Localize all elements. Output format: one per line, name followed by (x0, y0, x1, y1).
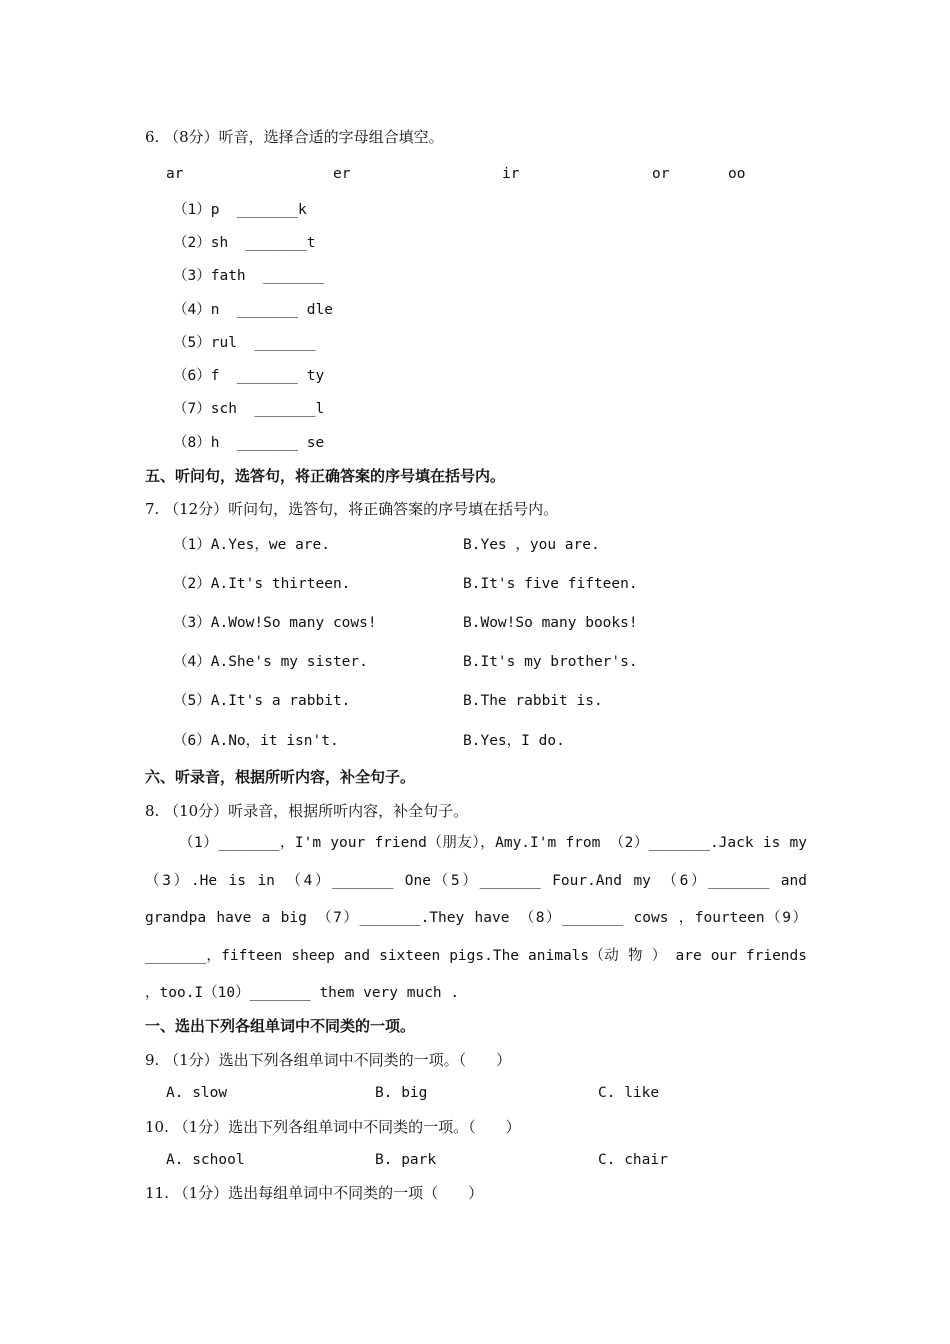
option-ir: ir (502, 166, 520, 182)
q11-title: 11. （1分）选出每组单词中不同类的一项（ ） (145, 1184, 484, 1202)
q9-option-c: C. like (598, 1085, 660, 1101)
q6-item: （7）sch _______l (173, 401, 325, 417)
section-heading: 六、听录音，根据所听内容，补全句子。 (145, 768, 416, 786)
q7-option-a: （4）A.She's my sister. (173, 654, 368, 670)
q8-passage: （1）_______，I'm your friend（朋友），Amy.I'm from （2）_______.Jack is my（3）.He is in （4）_______ One（5）_______ Four.And my （6）_______ and grandpa have a big （7）_______.They have （8）_______ cows ，fourteen（9）_______，fifteen sheep and sixteen pigs.The animals（动 物 ） are our friends ，too.I（10）_______ them very much . (145, 835, 807, 1001)
q7-title: 7. （12分）听问句，选答句，将正确答案的序号填在括号内。 (145, 500, 559, 518)
q10-option-b: B. park (375, 1152, 437, 1168)
q7-option-b: B.It's my brother's. (463, 654, 638, 670)
q7-option-b: B.Yes ，you are. (463, 537, 600, 553)
q6-item: （2）sh _______t (173, 235, 316, 251)
option-ar: ar (166, 166, 184, 182)
option-oo: oo (728, 166, 746, 182)
section-heading: 一、选出下列各组单词中不同类的一项。 (145, 1017, 416, 1035)
q7-option-b: B.It's five fifteen. (463, 576, 638, 592)
q6-item: （3）fath _______ (173, 268, 325, 284)
q8-title: 8. （10分）听录音，根据所听内容，补全句子。 (145, 802, 469, 820)
q10-title: 10. （1分）选出下列各组单词中不同类的一项。（ ） (145, 1118, 521, 1136)
option-er: er (333, 166, 351, 182)
q6-item: （6）f _______ ty (173, 368, 325, 384)
q6-item: （5）rul _______ (173, 335, 316, 351)
q9-title: 9. （1分）选出下列各组单词中不同类的一项。（ ） (145, 1051, 512, 1069)
q7-option-a: （5）A.It's a rabbit. (173, 693, 351, 709)
q7-option-b: B.The rabbit is. (463, 693, 603, 709)
q9-option-a: A. slow (166, 1085, 228, 1101)
option-or: or (652, 166, 670, 182)
q6-item: （8）h _______ se (173, 435, 325, 451)
q7-option-a: （6）A.No，it isn't. (173, 733, 339, 749)
q7-option-b: B.Yes，I do. (463, 733, 565, 749)
q7-option-b: B.Wow!So many books! (463, 615, 638, 631)
section-heading: 五、听问句，选答句，将正确答案的序号填在括号内。 (145, 467, 506, 485)
q7-option-a: （2）A.It's thirteen. (173, 576, 351, 592)
q10-option-c: C. chair (598, 1152, 668, 1168)
q10-option-a: A. school (166, 1152, 245, 1168)
q6-title: 6. （8分）听音，选择合适的字母组合填空。 (145, 128, 444, 146)
q7-option-a: （3）A.Wow!So many cows! (173, 615, 377, 631)
q6-item: （1）p _______k (173, 202, 307, 218)
q7-option-a: （1）A.Yes，we are. (173, 537, 330, 553)
q6-item: （4）n _______ dle (173, 302, 333, 318)
q9-option-b: B. big (375, 1085, 428, 1101)
